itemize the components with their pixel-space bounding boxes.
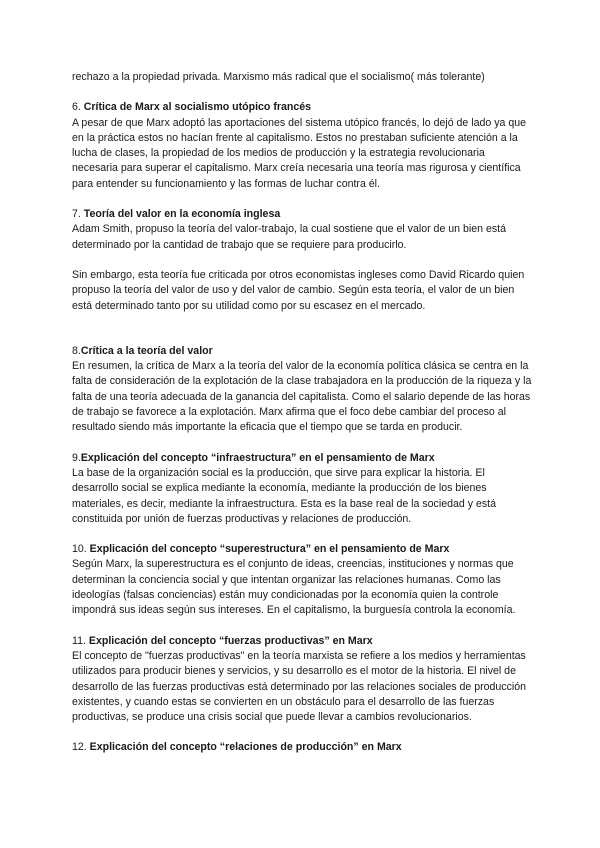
- section-number: 12.: [72, 741, 90, 754]
- document-body: [72, 70, 532, 756]
- section-6: [72, 100, 532, 192]
- section-number: 9.: [72, 451, 81, 464]
- section-heading: [72, 542, 532, 557]
- section-number: 11.: [72, 634, 89, 647]
- section-title: Explicación del concepto “relaciones de producción” en Marx: [89, 741, 402, 754]
- section-paragraph: Adam Smith, propuso la teoría del valor-trabajo, la cual sostiene que el valor de un bien está determinado por la cantidad de trabajo que se requiere para producirlo.: [72, 223, 507, 251]
- section-heading: [72, 634, 532, 649]
- section-number: 6.: [72, 101, 84, 114]
- section-title: Explicación del concepto “superestructura” en el pensamiento de Marx: [89, 543, 450, 556]
- intro-paragraph: rechazo a la propiedad privada. Marxismo más radical que el socialismo( más tolerante): [72, 71, 485, 83]
- section-paragraph: Según Marx, la superestructura es el conjunto de ideas, creencias, instituciones y normas que determinan la conciencia social y que intentan organizar las relaciones humanas. Como las ideologías (falsas conciencias) están muy condicionadas por la economía quien la controle impondrá sus ideas según sus intereses. En el capitalismo, la burguesía controla la economía.: [72, 558, 516, 617]
- section-paragraph: El concepto de "fuerzas productivas" en la teoría marxista se refiere a los medios y herramientas utilizados para producir bienes y servicios, y su desarrollo es el motor de la historia. El nivel de desarrollo de las fuerzas productivas está determinado por las relaciones sociales de producción existentes, y cuando estas se convierten en un obstáculo para el desarrollo de las fuerzas productivas, se produce una crisis social que puede llevar a cambios revolucionarios.: [72, 649, 527, 724]
- section-title: Explicación del concepto “infraestructura” en el pensamiento de Marx: [80, 451, 435, 464]
- section-paragraph: Sin embargo, esta teoría fue criticada por otros economistas ingleses como David Ricardo quien propuso la teoría del valor de uso y del valor de cambio. Según esta teoría, el valor de un bien está determinado tanto por su utilidad como por su escasez en el mercado.: [72, 268, 525, 312]
- section-heading: [72, 451, 532, 466]
- section-title: Teoría del valor en la economía inglesa: [83, 208, 281, 221]
- section-heading: [72, 100, 532, 115]
- section-paragraph: En resumen, la crítica de Marx a la teoría del valor de la economía política clásica se centra en la falta de consideración de la explotación de la clase trabajadora en la producción de la riqueza y la falta de una teoría adecuada de la ganancia del capitalista. Como el salario depende de las horas de trabajo se favorece a la explotación. Marx afirma que el foco debe cambiar del proceso al resultado siendo más importante la eficacia que el tiempo que se tarda en producir.: [72, 360, 532, 434]
- section-10: [72, 542, 532, 618]
- section-8: [72, 344, 532, 436]
- section-heading: [72, 207, 532, 222]
- section-title: Crítica de Marx al socialismo utópico francés: [83, 101, 312, 114]
- section-number: 8.: [72, 344, 81, 357]
- section-number: 7.: [72, 208, 84, 221]
- section-11: [72, 634, 532, 726]
- section-title: Explicación del concepto “fuerzas productivas” en Marx: [88, 634, 373, 647]
- section-9: [72, 451, 532, 527]
- section-heading: [72, 344, 532, 359]
- section-7: [72, 207, 532, 314]
- section-number: 10.: [72, 543, 90, 556]
- section-paragraph: A pesar de que Marx adoptó las aportaciones del sistema utópico francés, lo dejó de lado ya que en la práctica estos no hacían frente al capitalismo. Estos no prestaban suficiente atención a la lucha de clases, la propiedad de los medios de producción y la estrategia revolucionaria necesaria para superar el capitalismo. Marx creía necesaria una teoría mas rigurosa y científica para entender su funcionamiento y las formas de luchar contra él.: [72, 116, 527, 190]
- section-paragraph: La base de la organización social es la producción, que sirve para explicar la historia. El desarrollo social se explica mediante la economía, mediante la producción de los bienes materiales, es decir, mediante la infraestructura. Esta es la base real de la sociedad y está constituida por unión de fuerzas productivas y relaciones de producción.: [72, 466, 496, 525]
- section-12: [72, 740, 532, 755]
- section-title: Crítica a la teoría del valor: [80, 344, 213, 357]
- section-heading: [72, 740, 532, 755]
